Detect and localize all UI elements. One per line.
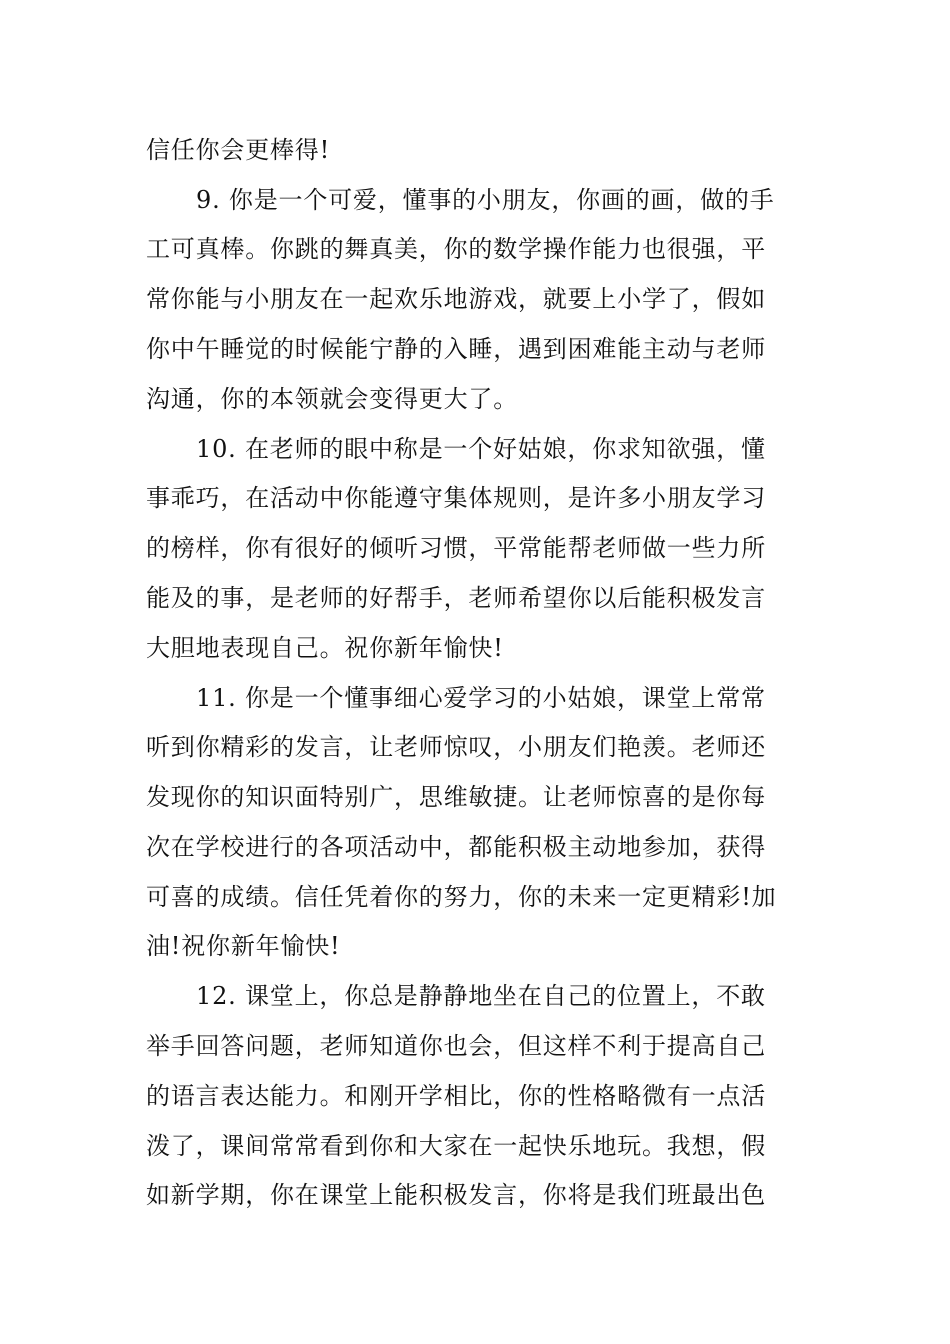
text-line: 信任你会更棒得!	[146, 136, 331, 164]
text-line: 沟通，你的本领就会变得更大了。	[146, 385, 518, 413]
text-line: 的语言表达能力。和刚开学相比，你的性格略微有一点活	[146, 1082, 766, 1110]
text-line: 事乖巧，在活动中你能遵守集体规则，是许多小朋友学习	[146, 484, 766, 512]
text-line: 次在学校进行的各项活动中，都能积极主动地参加，获得	[146, 833, 766, 861]
text-line: 你中午睡觉的时候能宁静的入睡，遇到困难能主动与老师	[146, 335, 766, 363]
text-line: 可喜的成绩。信任凭着你的努力，你的未来一定更精彩!加	[146, 883, 777, 911]
text-line: 的榜样，你有很好的倾听习惯，平常能帮老师做一些力所	[146, 534, 766, 562]
text-line: 举手回答问题，老师知道你也会，但这样不利于提高自己	[146, 1032, 766, 1060]
text-line: 油!祝你新年愉快!	[146, 932, 341, 960]
text-line: 工可真棒。你跳的舞真美，你的数学操作能力也很强，平	[146, 235, 766, 263]
item-10-first-line: 10. 在老师的眼中称是一个好姑娘，你求知欲强，懂	[196, 435, 766, 463]
text-line: 能及的事，是老师的好帮手，老师希望你以后能积极发言	[146, 584, 766, 612]
text-line: 泼了，课间常常看到你和大家在一起快乐地玩。我想，假	[146, 1132, 766, 1160]
text-line: 大胆地表现自己。祝你新年愉快!	[146, 634, 504, 662]
text-line: 常你能与小朋友在一起欢乐地游戏，就要上小学了，假如	[146, 285, 766, 313]
text-line: 如新学期，你在课堂上能积极发言，你将是我们班最出色	[146, 1181, 766, 1209]
item-9-first-line: 9. 你是一个可爱，懂事的小朋友，你画的画，做的手	[196, 186, 775, 214]
item-12-first-line: 12. 课堂上，你总是静静地坐在自己的位置上，不敢	[196, 982, 766, 1010]
item-11-first-line: 11. 你是一个懂事细心爱学习的小姑娘，课堂上常常	[196, 684, 766, 712]
text-line: 听到你精彩的发言，让老师惊叹，小朋友们艳羡。老师还	[146, 733, 766, 761]
text-line: 发现你的知识面特别广，思维敏捷。让老师惊喜的是你每	[146, 783, 766, 811]
